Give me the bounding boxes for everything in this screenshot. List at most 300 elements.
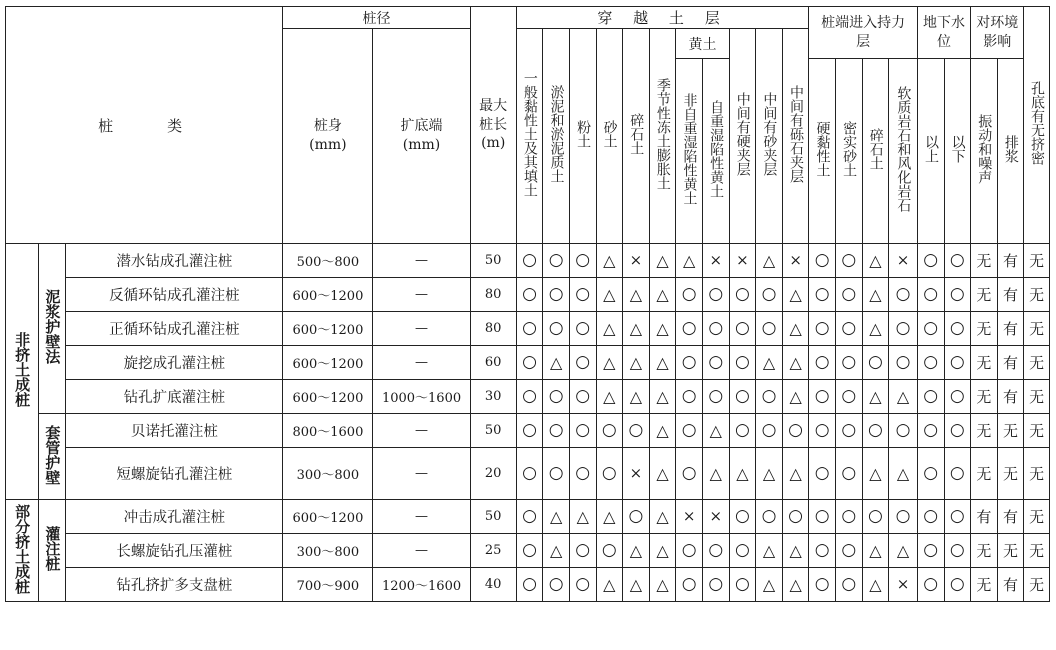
suitability-mark: △ bbox=[756, 244, 783, 278]
suitability-mark: ○ bbox=[702, 312, 729, 346]
suitability-mark: ○ bbox=[917, 380, 944, 414]
suitability-mark: ○ bbox=[729, 568, 756, 602]
shaft-diameter: 300～800 bbox=[283, 534, 373, 568]
table-row bbox=[6, 312, 1050, 346]
suitability-mark: △ bbox=[649, 568, 676, 602]
suitability-mark: ○ bbox=[836, 312, 863, 346]
table-row bbox=[6, 380, 1050, 414]
suitability-mark: ○ bbox=[917, 414, 944, 448]
suitability-mark: ○ bbox=[782, 500, 809, 534]
suitability-mark: △ bbox=[676, 244, 703, 278]
suitability-mark: △ bbox=[623, 568, 650, 602]
suitability-mark: △ bbox=[782, 346, 809, 380]
max-length: 80 bbox=[470, 312, 516, 346]
suitability-mark: ○ bbox=[569, 534, 596, 568]
suitability-mark: ○ bbox=[676, 312, 703, 346]
water-col-0 bbox=[917, 59, 944, 244]
soil-col-5 bbox=[649, 29, 676, 244]
suitability-mark: ○ bbox=[676, 346, 703, 380]
header-loess bbox=[676, 29, 729, 59]
suitability-mark: ○ bbox=[569, 346, 596, 380]
suitability-mark: ○ bbox=[917, 500, 944, 534]
suitability-mark: ○ bbox=[516, 534, 543, 568]
suitability-mark: △ bbox=[596, 278, 623, 312]
env-impact-value: 无 bbox=[997, 414, 1024, 448]
header-groundwater-label: 地下水位 bbox=[923, 14, 965, 50]
suitability-mark: ○ bbox=[944, 312, 971, 346]
soil-col-5-label: 季节性冻土膨胀土 bbox=[654, 78, 671, 190]
bell-diameter: — bbox=[373, 534, 470, 568]
hole-bottom-value: 无 bbox=[1024, 500, 1050, 534]
pile-name: 短螺旋钻孔灌注桩 bbox=[66, 448, 283, 500]
header-bell-label: 扩底端 bbox=[400, 118, 443, 135]
hole-bottom-value: 无 bbox=[1024, 414, 1050, 448]
suitability-mark: ○ bbox=[543, 414, 570, 448]
suitability-mark: △ bbox=[889, 380, 918, 414]
soil-col-4 bbox=[623, 29, 650, 244]
suitability-mark: ○ bbox=[676, 278, 703, 312]
group-non-displacement bbox=[6, 244, 39, 500]
bearing-col-0 bbox=[809, 59, 836, 244]
suitability-mark: ○ bbox=[782, 414, 809, 448]
suitability-mark: ○ bbox=[516, 414, 543, 448]
header-hole-bottom bbox=[1024, 7, 1050, 244]
suitability-mark: ○ bbox=[862, 414, 889, 448]
table-row bbox=[6, 414, 1050, 448]
shaft-diameter: 600～1200 bbox=[283, 278, 373, 312]
suitability-mark: ○ bbox=[944, 244, 971, 278]
suitability-mark: ○ bbox=[516, 568, 543, 602]
suitability-mark: △ bbox=[569, 500, 596, 534]
soil-col-7-label: 自重湿陷性黄土 bbox=[708, 100, 725, 198]
bearing-col-2-label: 碎石土 bbox=[867, 128, 884, 170]
hole-bottom-value: 无 bbox=[1024, 346, 1050, 380]
suitability-mark: ○ bbox=[729, 500, 756, 534]
header-shaft bbox=[283, 29, 373, 244]
suitability-mark: △ bbox=[782, 534, 809, 568]
soil-col-1 bbox=[543, 29, 570, 244]
bell-diameter: 1200～1600 bbox=[373, 568, 470, 602]
pile-name: 反循环钻成孔灌注桩 bbox=[66, 278, 283, 312]
env-impact-value: 有 bbox=[971, 500, 998, 534]
header-soil-layers-label: 穿 越 土 层 bbox=[597, 9, 728, 27]
env-impact-value: 无 bbox=[971, 414, 998, 448]
suitability-mark: ○ bbox=[836, 568, 863, 602]
suitability-mark: ○ bbox=[516, 380, 543, 414]
header-env-impact bbox=[971, 7, 1024, 59]
bell-diameter: — bbox=[373, 448, 470, 500]
hole-bottom-value: 无 bbox=[1024, 448, 1050, 500]
env-impact-value: 有 bbox=[997, 312, 1024, 346]
header-soil-layers bbox=[516, 7, 809, 29]
table-row bbox=[6, 244, 1050, 278]
soil-col-1-label: 淤泥和淤泥质土 bbox=[548, 85, 565, 183]
suitability-mark: △ bbox=[649, 448, 676, 500]
soil-col-4-label: 碎石土 bbox=[628, 113, 645, 155]
suitability-mark: △ bbox=[862, 278, 889, 312]
suitability-mark: △ bbox=[862, 448, 889, 500]
header-bell bbox=[373, 29, 470, 244]
soil-col-7 bbox=[702, 59, 729, 244]
suitability-mark: ○ bbox=[756, 380, 783, 414]
pile-selection-table bbox=[5, 6, 1050, 602]
max-length: 50 bbox=[470, 244, 516, 278]
env-impact-value: 无 bbox=[971, 448, 998, 500]
max-length: 80 bbox=[470, 278, 516, 312]
suitability-mark: × bbox=[889, 244, 918, 278]
hole-bottom-value: 无 bbox=[1024, 568, 1050, 602]
bearing-col-2 bbox=[862, 59, 889, 244]
suitability-mark: ○ bbox=[516, 448, 543, 500]
env-impact-value: 无 bbox=[997, 448, 1024, 500]
suitability-mark: ○ bbox=[836, 244, 863, 278]
table-row bbox=[6, 278, 1050, 312]
suitability-mark: △ bbox=[649, 380, 676, 414]
env-impact-value: 有 bbox=[997, 568, 1024, 602]
hole-bottom-value: 无 bbox=[1024, 244, 1050, 278]
max-length: 60 bbox=[470, 346, 516, 380]
table-container bbox=[5, 6, 1050, 602]
env-impact-value: 有 bbox=[997, 380, 1024, 414]
suitability-mark: ○ bbox=[944, 500, 971, 534]
suitability-mark: △ bbox=[596, 244, 623, 278]
soil-col-0-label: 一般黏性土及其填土 bbox=[521, 71, 538, 197]
suitability-mark: △ bbox=[623, 312, 650, 346]
suitability-mark: △ bbox=[702, 448, 729, 500]
suitability-mark: ○ bbox=[809, 448, 836, 500]
group-slurry-wall-label: 泥浆护壁法 bbox=[43, 289, 62, 364]
bell-diameter: 1000～1600 bbox=[373, 380, 470, 414]
suitability-mark: △ bbox=[623, 346, 650, 380]
suitability-mark: △ bbox=[889, 448, 918, 500]
suitability-mark: △ bbox=[596, 346, 623, 380]
suitability-mark: ○ bbox=[862, 500, 889, 534]
table-row bbox=[6, 448, 1050, 500]
soil-col-9-label: 中间有砂夹层 bbox=[761, 92, 778, 176]
header-max-length-label: 最大桩长 bbox=[479, 97, 508, 133]
suitability-mark: ○ bbox=[676, 414, 703, 448]
env-impact-value: 无 bbox=[971, 346, 998, 380]
suitability-mark: ○ bbox=[729, 278, 756, 312]
suitability-mark: ○ bbox=[702, 380, 729, 414]
suitability-mark: ○ bbox=[702, 534, 729, 568]
suitability-mark: ○ bbox=[917, 346, 944, 380]
shaft-diameter: 700～900 bbox=[283, 568, 373, 602]
suitability-mark: ○ bbox=[889, 346, 918, 380]
pile-name: 贝诺托灌注桩 bbox=[66, 414, 283, 448]
pile-name: 潜水钻成孔灌注桩 bbox=[66, 244, 283, 278]
env-impact-value: 有 bbox=[997, 500, 1024, 534]
suitability-mark: ○ bbox=[623, 414, 650, 448]
suitability-mark: △ bbox=[756, 346, 783, 380]
suitability-mark: △ bbox=[702, 414, 729, 448]
suitability-mark: ○ bbox=[836, 534, 863, 568]
suitability-mark: ○ bbox=[729, 346, 756, 380]
header-bell-unit: (mm) bbox=[402, 137, 441, 153]
suitability-mark: ○ bbox=[756, 500, 783, 534]
env-col-1 bbox=[997, 59, 1024, 244]
table-row bbox=[6, 346, 1050, 380]
suitability-mark: ○ bbox=[676, 568, 703, 602]
env-col-1-label: 排浆 bbox=[1002, 135, 1019, 163]
suitability-mark: △ bbox=[543, 534, 570, 568]
water-col-1-label: 以下 bbox=[949, 135, 966, 163]
suitability-mark: ○ bbox=[756, 278, 783, 312]
suitability-mark: △ bbox=[623, 534, 650, 568]
suitability-mark: ○ bbox=[702, 346, 729, 380]
soil-col-8 bbox=[729, 29, 756, 244]
soil-col-0 bbox=[516, 29, 543, 244]
suitability-mark: △ bbox=[649, 346, 676, 380]
suitability-mark: ○ bbox=[569, 380, 596, 414]
group-partial-displacement bbox=[6, 500, 39, 602]
suitability-mark: ○ bbox=[836, 380, 863, 414]
bell-diameter: — bbox=[373, 244, 470, 278]
shaft-diameter: 600～1200 bbox=[283, 346, 373, 380]
suitability-mark: ○ bbox=[809, 346, 836, 380]
suitability-mark: ○ bbox=[729, 534, 756, 568]
hole-bottom-value: 无 bbox=[1024, 312, 1050, 346]
header-loess-label: 黄土 bbox=[688, 36, 717, 53]
suitability-mark: △ bbox=[649, 534, 676, 568]
group-slurry-wall bbox=[38, 244, 66, 414]
suitability-mark: ○ bbox=[889, 414, 918, 448]
soil-col-6-label: 非自重湿陷性黄土 bbox=[681, 93, 698, 205]
max-length: 40 bbox=[470, 568, 516, 602]
soil-col-10-label: 中间有砾石夹层 bbox=[787, 85, 804, 183]
suitability-mark: ○ bbox=[889, 312, 918, 346]
suitability-mark: ○ bbox=[809, 534, 836, 568]
shaft-diameter: 300～800 bbox=[283, 448, 373, 500]
hole-bottom-value: 无 bbox=[1024, 534, 1050, 568]
suitability-mark: ○ bbox=[862, 346, 889, 380]
group-cast-in-place bbox=[38, 500, 66, 602]
header-pile-diameter bbox=[283, 7, 470, 29]
soil-col-10 bbox=[782, 29, 809, 244]
header-bearing-layer bbox=[809, 7, 917, 59]
env-impact-value: 有 bbox=[997, 346, 1024, 380]
suitability-mark: × bbox=[889, 568, 918, 602]
bell-diameter: — bbox=[373, 500, 470, 534]
suitability-mark: ○ bbox=[836, 346, 863, 380]
suitability-mark: ○ bbox=[676, 448, 703, 500]
pile-name: 钻孔扩底灌注桩 bbox=[66, 380, 283, 414]
bearing-col-3-label: 软质岩石和风化岩石 bbox=[895, 86, 912, 212]
header-pile-type bbox=[6, 7, 283, 244]
suitability-mark: ○ bbox=[756, 414, 783, 448]
suitability-mark: ○ bbox=[836, 414, 863, 448]
bearing-col-0-label: 硬黏性土 bbox=[814, 121, 831, 177]
bearing-col-1-label: 密实砂土 bbox=[841, 121, 858, 177]
suitability-mark: ○ bbox=[729, 414, 756, 448]
suitability-mark: △ bbox=[596, 380, 623, 414]
env-impact-value: 无 bbox=[971, 380, 998, 414]
env-impact-value: 无 bbox=[997, 534, 1024, 568]
shaft-diameter: 500～800 bbox=[283, 244, 373, 278]
env-impact-value: 无 bbox=[971, 534, 998, 568]
hole-bottom-value: 无 bbox=[1024, 380, 1050, 414]
suitability-mark: △ bbox=[729, 448, 756, 500]
suitability-mark: △ bbox=[782, 568, 809, 602]
pile-name: 正循环钻成孔灌注桩 bbox=[66, 312, 283, 346]
suitability-mark: ○ bbox=[944, 568, 971, 602]
suitability-mark: × bbox=[623, 448, 650, 500]
suitability-mark: ○ bbox=[516, 312, 543, 346]
suitability-mark: ○ bbox=[596, 414, 623, 448]
suitability-mark: ○ bbox=[543, 568, 570, 602]
env-impact-value: 无 bbox=[971, 568, 998, 602]
suitability-mark: △ bbox=[596, 312, 623, 346]
suitability-mark: ○ bbox=[836, 448, 863, 500]
suitability-mark: × bbox=[729, 244, 756, 278]
max-length: 20 bbox=[470, 448, 516, 500]
table-row bbox=[6, 534, 1050, 568]
suitability-mark: ○ bbox=[917, 568, 944, 602]
header-max-length bbox=[470, 7, 516, 244]
group-casing-wall bbox=[38, 414, 66, 500]
header-pile-type-label: 桩 类 bbox=[98, 116, 191, 135]
water-col-1 bbox=[944, 59, 971, 244]
header-groundwater bbox=[917, 7, 970, 59]
suitability-mark: △ bbox=[756, 448, 783, 500]
max-length: 50 bbox=[470, 414, 516, 448]
suitability-mark: ○ bbox=[836, 500, 863, 534]
max-length: 30 bbox=[470, 380, 516, 414]
suitability-mark: ○ bbox=[676, 534, 703, 568]
suitability-mark: ○ bbox=[809, 500, 836, 534]
env-impact-value: 无 bbox=[971, 278, 998, 312]
soil-col-8-label: 中间有硬夹层 bbox=[734, 92, 751, 176]
pile-name: 钻孔挤扩多支盘桩 bbox=[66, 568, 283, 602]
suitability-mark: ○ bbox=[944, 346, 971, 380]
suitability-mark: ○ bbox=[569, 414, 596, 448]
pile-name: 冲击成孔灌注桩 bbox=[66, 500, 283, 534]
suitability-mark: ○ bbox=[516, 278, 543, 312]
max-length: 50 bbox=[470, 500, 516, 534]
suitability-mark: ○ bbox=[809, 278, 836, 312]
bell-diameter: — bbox=[373, 312, 470, 346]
bearing-col-1 bbox=[836, 59, 863, 244]
suitability-mark: △ bbox=[623, 278, 650, 312]
suitability-mark: △ bbox=[596, 568, 623, 602]
header-max-length-unit: (m) bbox=[481, 135, 506, 152]
suitability-mark: △ bbox=[862, 244, 889, 278]
suitability-mark: ○ bbox=[543, 278, 570, 312]
suitability-mark: ○ bbox=[596, 448, 623, 500]
suitability-mark: ○ bbox=[543, 380, 570, 414]
suitability-mark: × bbox=[623, 244, 650, 278]
suitability-mark: ○ bbox=[516, 244, 543, 278]
header-env-impact-label: 对环境影响 bbox=[976, 14, 1019, 50]
suitability-mark: ○ bbox=[809, 568, 836, 602]
suitability-mark: ○ bbox=[516, 346, 543, 380]
bell-diameter: — bbox=[373, 414, 470, 448]
suitability-mark: ○ bbox=[569, 568, 596, 602]
suitability-mark: △ bbox=[782, 448, 809, 500]
suitability-mark: ○ bbox=[809, 244, 836, 278]
group-cast-in-place-label: 灌注桩 bbox=[43, 526, 62, 571]
suitability-mark: ○ bbox=[543, 448, 570, 500]
suitability-mark: ○ bbox=[944, 278, 971, 312]
header-bearing-layer-label: 桩端进入持力层 bbox=[821, 14, 906, 50]
suitability-mark: ○ bbox=[809, 312, 836, 346]
env-impact-value: 有 bbox=[997, 278, 1024, 312]
suitability-mark: △ bbox=[649, 278, 676, 312]
suitability-mark: ○ bbox=[917, 448, 944, 500]
pile-name: 长螺旋钻孔压灌桩 bbox=[66, 534, 283, 568]
suitability-mark: ○ bbox=[917, 244, 944, 278]
suitability-mark: ○ bbox=[889, 500, 918, 534]
suitability-mark: △ bbox=[756, 534, 783, 568]
suitability-mark: △ bbox=[596, 500, 623, 534]
header-pile-diameter-label: 桩径 bbox=[362, 10, 391, 27]
soil-col-9 bbox=[756, 29, 783, 244]
suitability-mark: ○ bbox=[543, 312, 570, 346]
suitability-mark: △ bbox=[623, 380, 650, 414]
suitability-mark: △ bbox=[649, 244, 676, 278]
table-row bbox=[6, 500, 1050, 534]
suitability-mark: ○ bbox=[836, 278, 863, 312]
soil-col-3 bbox=[596, 29, 623, 244]
suitability-mark: △ bbox=[862, 568, 889, 602]
suitability-mark: △ bbox=[782, 278, 809, 312]
env-impact-value: 无 bbox=[971, 312, 998, 346]
suitability-mark: ○ bbox=[944, 414, 971, 448]
suitability-mark: △ bbox=[782, 380, 809, 414]
group-non-displacement-label: 非挤土成桩 bbox=[13, 332, 32, 407]
soil-col-2-label: 粉土 bbox=[575, 120, 592, 148]
suitability-mark: △ bbox=[862, 380, 889, 414]
suitability-mark: ○ bbox=[543, 244, 570, 278]
env-col-0-label: 振动和噪声 bbox=[976, 114, 993, 184]
suitability-mark: ○ bbox=[889, 278, 918, 312]
suitability-mark: ○ bbox=[569, 278, 596, 312]
pile-name: 旋挖成孔灌注桩 bbox=[66, 346, 283, 380]
shaft-diameter: 600～1200 bbox=[283, 380, 373, 414]
suitability-mark: ○ bbox=[809, 380, 836, 414]
suitability-mark: △ bbox=[649, 414, 676, 448]
suitability-mark: × bbox=[702, 500, 729, 534]
soil-col-6 bbox=[676, 59, 703, 244]
bell-diameter: — bbox=[373, 346, 470, 380]
shaft-diameter: 600～1200 bbox=[283, 500, 373, 534]
suitability-mark: × bbox=[676, 500, 703, 534]
suitability-mark: △ bbox=[756, 568, 783, 602]
suitability-mark: ○ bbox=[596, 534, 623, 568]
suitability-mark: △ bbox=[862, 534, 889, 568]
suitability-mark: ○ bbox=[569, 312, 596, 346]
soil-col-2 bbox=[569, 29, 596, 244]
suitability-mark: △ bbox=[862, 312, 889, 346]
suitability-mark: ○ bbox=[569, 244, 596, 278]
soil-col-3-label: 砂土 bbox=[601, 120, 618, 148]
suitability-mark: ○ bbox=[944, 380, 971, 414]
suitability-mark: ○ bbox=[623, 500, 650, 534]
suitability-mark: ○ bbox=[702, 278, 729, 312]
env-col-0 bbox=[971, 59, 998, 244]
suitability-mark: ○ bbox=[729, 380, 756, 414]
header-shaft-unit: (mm) bbox=[309, 137, 347, 153]
env-impact-value: 有 bbox=[997, 244, 1024, 278]
suitability-mark: ○ bbox=[809, 414, 836, 448]
suitability-mark: ○ bbox=[917, 278, 944, 312]
hole-bottom-value: 无 bbox=[1024, 278, 1050, 312]
header-hole-bottom-label: 孔底有无挤密 bbox=[1029, 81, 1045, 165]
suitability-mark: △ bbox=[543, 500, 570, 534]
suitability-mark: ○ bbox=[917, 312, 944, 346]
suitability-mark: × bbox=[782, 244, 809, 278]
suitability-mark: ○ bbox=[676, 380, 703, 414]
